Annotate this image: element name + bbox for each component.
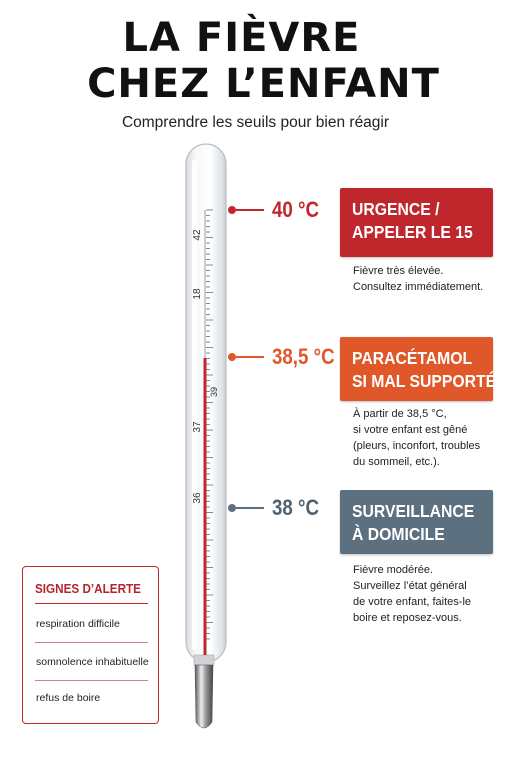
- marker-dot-38-5: [228, 353, 236, 361]
- surveillance-desc-line: de votre enfant, faites-le: [353, 596, 472, 608]
- scale-label-18: 18: [192, 288, 203, 300]
- marker-dot-38: [228, 504, 236, 512]
- surveillance-description: [353, 562, 503, 626]
- surveillance-desc-line: Fièvre modérée.: [353, 564, 434, 576]
- paracetamol-desc-line: du sommeil, etc.).: [353, 456, 440, 468]
- subtitle: Comprendre les seuils pour bien réagir: [121, 114, 390, 131]
- surveillance-box-line-1: SURVEILLANCE: [352, 501, 475, 521]
- alert-item-somnolence: somnolence inhabituelle: [36, 656, 149, 668]
- paracetamol-desc-line: si votre enfant est gêné: [353, 424, 468, 436]
- urgence-box: [340, 188, 493, 257]
- paracetamol-box-line-2: SI MAL SUPPORTÉE: [352, 371, 507, 391]
- scale-label-36: 36: [192, 492, 203, 504]
- alert-divider: [35, 680, 148, 681]
- thermometer-tip: [194, 655, 214, 728]
- paracetamol-box: [340, 337, 507, 401]
- title-line-1: LA FIÈVRE: [122, 15, 361, 61]
- alert-signs-title: SIGNES D’ALERTE: [35, 581, 141, 596]
- threshold-marker-40: [228, 195, 327, 225]
- alert-divider: [35, 642, 148, 643]
- title-line-2: CHEZ L’ENFANT: [87, 61, 440, 107]
- surveillance-desc-line: boire et reposez-vous.: [353, 612, 462, 624]
- alert-signs-panel: [22, 566, 159, 724]
- surveillance-box-line-2: À DOMICILE: [352, 524, 445, 544]
- alert-item-respiration: respiration difficile: [36, 618, 120, 630]
- alert-item-refus-de-boire: refus de boire: [36, 692, 101, 704]
- temp-label-40: 40 °C: [272, 197, 319, 222]
- urgence-desc-line: Consultez immédiatement.: [353, 281, 484, 293]
- temp-label-38-5: 38,5 °C: [272, 344, 335, 369]
- scale-label-39: 39: [209, 386, 219, 398]
- urgence-box-line-2: APPELER LE 15: [352, 222, 473, 242]
- marker-line-40: [236, 209, 264, 211]
- paracetamol-box-line-1: PARACÉTAMOL: [352, 348, 473, 368]
- surveillance-box: [340, 490, 493, 554]
- threshold-marker-38-5: [228, 342, 346, 372]
- paracetamol-description: [353, 406, 503, 470]
- urgence-desc-line: Fièvre très élevée.: [353, 265, 444, 277]
- scale-label-42: 42: [192, 229, 203, 241]
- alert-divider: [35, 603, 148, 604]
- temp-label-38: 38 °C: [272, 495, 319, 520]
- surveillance-desc-line: Surveillez l’état général: [353, 580, 467, 592]
- urgence-box-line-1: URGENCE /: [352, 199, 440, 219]
- marker-dot-40: [228, 206, 236, 214]
- paracetamol-desc-line: (pleurs, inconfort, troubles: [353, 440, 481, 452]
- urgence-description: [353, 263, 503, 295]
- marker-line-38: [236, 507, 264, 509]
- threshold-marker-38: [228, 493, 327, 523]
- paracetamol-desc-line: À partir de 38,5 °C,: [353, 408, 447, 420]
- marker-line-38-5: [236, 356, 264, 358]
- scale-label-37: 37: [192, 421, 203, 433]
